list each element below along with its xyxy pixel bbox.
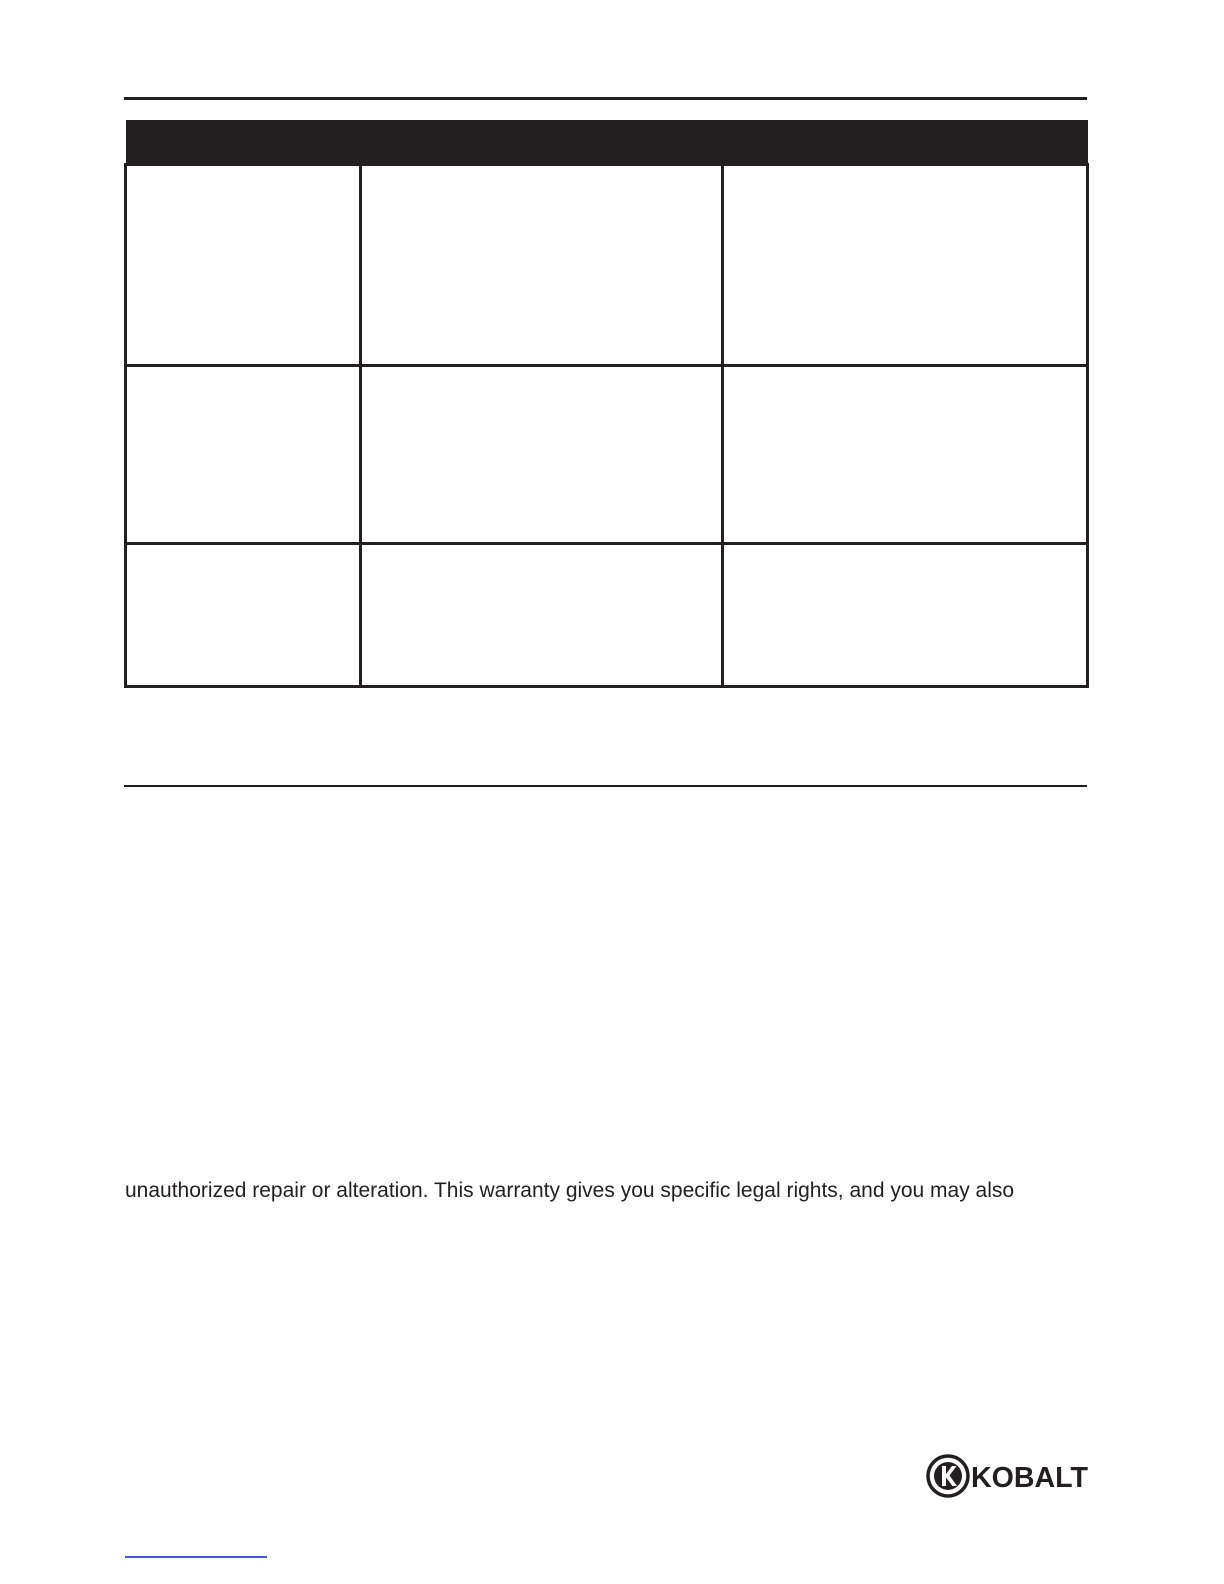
table-header-cell	[723, 120, 1088, 165]
table-cell	[126, 165, 361, 366]
table-row	[126, 544, 1088, 687]
table-row	[126, 366, 1088, 544]
top-rule	[124, 97, 1087, 100]
table-header-row	[126, 120, 1088, 165]
troubleshooting-table	[124, 120, 1089, 688]
table-cell	[361, 366, 723, 544]
brand-wordmark: KOBALT	[971, 1462, 1089, 1494]
table-cell	[126, 366, 361, 544]
section-rule	[124, 785, 1087, 787]
table-cell	[361, 165, 723, 366]
footer-link-underline[interactable]	[125, 1556, 267, 1558]
kobalt-k-badge-icon	[928, 1456, 968, 1496]
table-header-cell	[361, 120, 723, 165]
kobalt-logo	[926, 1453, 1090, 1499]
table-cell	[723, 544, 1088, 687]
table-cell	[723, 165, 1088, 366]
table-row	[126, 165, 1088, 366]
table-cell	[723, 366, 1088, 544]
table-cell	[126, 544, 361, 687]
table-header-cell	[126, 120, 361, 165]
warranty-text: unauthorized repair or alteration. This warranty gives you specific legal rights, and you may also	[125, 1179, 1015, 1202]
table-cell	[361, 544, 723, 687]
